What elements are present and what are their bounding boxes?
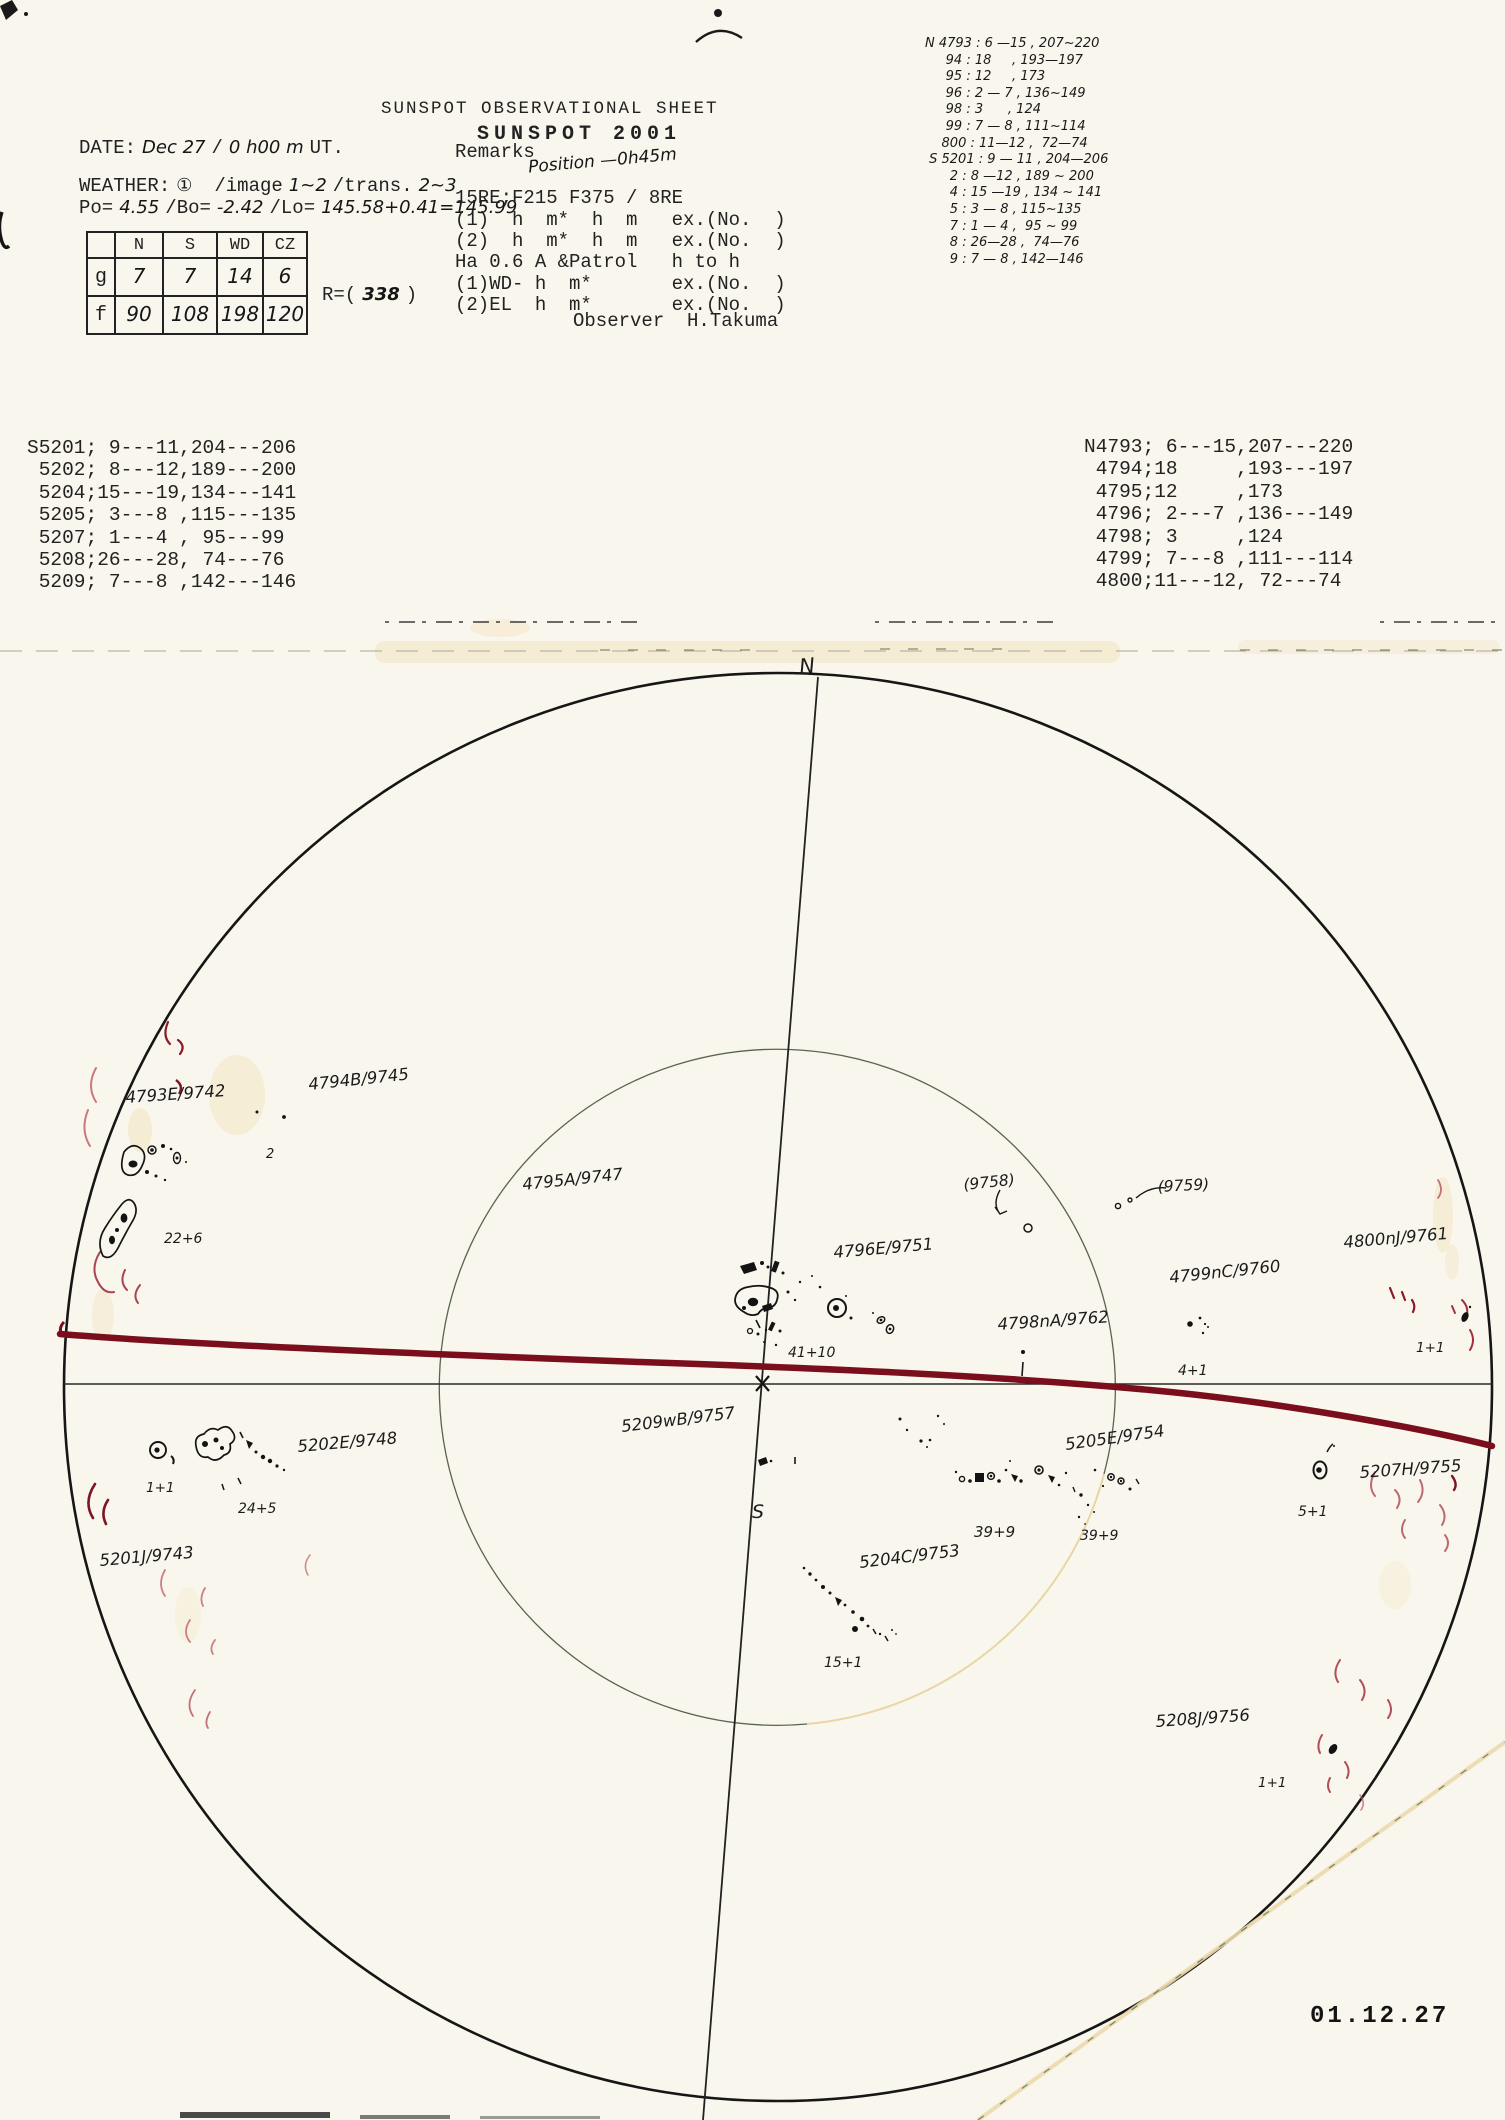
date-day-handwritten: Dec 27 [142, 137, 206, 158]
sunspot-count-table [86, 231, 308, 335]
f-n-value: 90 [126, 302, 152, 326]
note-line: 8 : 26—28 , 74—76 [925, 235, 1080, 251]
lo-label: /Lo= [269, 197, 316, 219]
label-plage-9758: (9758) [962, 1170, 1016, 1194]
sunspot-group-4800 [1460, 1306, 1471, 1323]
r-close: ) [405, 284, 418, 306]
count-group-5205: 39+9 [974, 1523, 1016, 1541]
north-groups-list [1084, 436, 1353, 593]
label-plage-9759: (9759) [1157, 1175, 1210, 1196]
note-line: 800 : 11—12 , 72—74 [925, 135, 1088, 151]
col-n: N [115, 232, 163, 258]
list-item: 5207; 1---4 , 95---99 [27, 526, 285, 549]
note-line: 4 : 15 —19 , 134 ~ 141 [925, 185, 1103, 201]
g-s-value: 7 [183, 264, 197, 288]
remarks-line-instruments: 15RE;F215 F375 / 8RE [455, 187, 684, 209]
count-group-4793: 22+6 [164, 1231, 203, 1247]
note-line: 9 : 7 — 8 , 142—146 [925, 251, 1084, 267]
meridian-line [703, 677, 818, 2120]
list-item: 4798; 3 ,124 [1084, 525, 1283, 548]
r-label: R=( [322, 284, 357, 306]
date-separator: / [211, 137, 223, 159]
weather-image-value: 1~2 [288, 175, 327, 196]
remarks-line-ha: Ha 0.6 A &Patrol h to h [455, 251, 741, 273]
weather-line [79, 175, 463, 197]
observer-line: Observer H.Takuma [573, 310, 779, 332]
f-wd-value: 198 [220, 302, 260, 326]
g-n-value: 7 [132, 264, 146, 288]
list-item: 5204;15---19,134---141 [27, 481, 297, 504]
pointer-mark-4798 [1021, 1350, 1025, 1376]
label-group-5207: 5207H/9755 [1358, 1455, 1462, 1482]
list-item: 5202; 8---12,189---200 [27, 459, 297, 482]
bo-value: -2.42 [216, 197, 264, 218]
label-group-4796: 4796E/9751 [832, 1234, 934, 1262]
note-line: 94 : 18 , 193—197 [925, 52, 1083, 68]
note-line: S 5201 : 9 — 11 , 204—206 [925, 152, 1109, 168]
remarks-line-el: (2)EL h m* ex.(No. ) [455, 294, 786, 316]
date-stamp: 01.12.27 [1310, 2003, 1450, 2030]
sunspot-group-5204 [803, 1567, 897, 1641]
list-item: 4800;11---12, 72---74 [1084, 570, 1342, 593]
date-suffix: UT. [309, 137, 344, 159]
label-group-5205: 5205E/9754 [1063, 1421, 1166, 1454]
sheet-title: SUNSPOT OBSERVATIONAL SHEET [381, 99, 719, 119]
count-group-5205-ghost: 39+9 [1080, 1528, 1119, 1544]
row-f-label: f [87, 296, 115, 334]
po-label: Po= [79, 197, 114, 219]
count-group-4796: 41+10 [788, 1345, 836, 1361]
remarks-line-wd: (1)WD- h m* ex.(No. ) [455, 273, 786, 295]
south-marker-label: S [752, 1501, 765, 1523]
col-cz: CZ [263, 232, 307, 258]
sunspot-group-5209 [758, 1418, 928, 1467]
g-wd-value: 14 [227, 264, 253, 288]
weather-image-label: /image [214, 175, 283, 197]
list-item: 5208;26---28, 74---76 [27, 549, 285, 572]
count-group-4799: 4+1 [1178, 1363, 1208, 1379]
date-label: DATE: [79, 137, 137, 159]
po-value: 4.55 [119, 197, 160, 218]
note-line: 98 : 3 , 124 [925, 102, 1041, 118]
list-item: 4794;18 ,193---197 [1084, 458, 1354, 481]
count-group-4794: 2 [266, 1147, 275, 1162]
table-row-f [87, 296, 307, 334]
remarks-title: Remarks [455, 141, 535, 163]
note-line: N 4793 : 6 —15 , 207~220 [925, 36, 1100, 51]
bo-label: /Bo= [165, 197, 211, 219]
label-group-4800: 4800nJ/9761 [1342, 1223, 1449, 1252]
r-value-handwritten: 338 [362, 284, 400, 305]
weather-grade-circled: ① [176, 175, 193, 196]
sunspot-group-5207 [1314, 1444, 1336, 1479]
label-group-5209: 5209wB/9757 [620, 1403, 736, 1436]
weather-trans-label: /trans. [332, 175, 413, 197]
remarks-line-2: (2) h m* h m ex.(No. ) [455, 230, 786, 252]
note-line: 5 : 3 — 8 , 115~135 [925, 201, 1082, 217]
label-group-5202: 5202E/9748 [296, 1428, 398, 1456]
label-group-4798: 4798nA/9762 [996, 1307, 1110, 1334]
handwritten-notes-block [925, 36, 1108, 268]
note-line: 2 : 8 —12 , 189 ~ 200 [925, 168, 1094, 184]
label-group-5208: 5208J/9756 [1154, 1705, 1251, 1731]
label-group-4793: 4793E/9742 [124, 1081, 227, 1107]
remarks-note-handwritten: Position —0h45m [527, 144, 678, 178]
label-group-4795: 4795A/9747 [521, 1164, 624, 1194]
label-group-5204: 5204C/9753 [858, 1540, 961, 1572]
note-line: 95 : 12 , 173 [925, 69, 1046, 85]
count-group-4800: 1+1 [1416, 1340, 1445, 1356]
list-item: 4799; 7---8 ,111---114 [1084, 548, 1354, 571]
relative-number-line [322, 284, 423, 306]
sunspot-group-5208 [1327, 1742, 1339, 1755]
table-row-g [87, 258, 307, 296]
sheet-subtitle: SUNSPOT 2001 [477, 123, 682, 146]
date-line [79, 137, 350, 159]
label-group-5201: 5201J/9743 [98, 1542, 195, 1570]
sunspot-group-4796-central [735, 1261, 895, 1347]
remarks-line-1: (1) h m* h m ex.(No. ) [455, 209, 786, 231]
note-line: 99 : 7 — 8 , 111~114 [925, 118, 1086, 134]
list-item: N4793; 6---15,207---220 [1084, 436, 1354, 458]
list-item: 4796; 2---7 ,136---149 [1084, 503, 1354, 526]
paper-smudges [92, 619, 1500, 1643]
paper-crease-line [978, 1742, 1505, 2120]
list-item: 5209; 7---8 ,142---146 [27, 571, 297, 594]
inner-reference-circle [439, 1049, 1115, 1725]
disk-labels [99, 653, 1462, 1791]
sunspot-group-4799 [1187, 1317, 1209, 1335]
plage-9758-marker [995, 1190, 1032, 1232]
label-group-4799: 4799nC/9760 [1168, 1256, 1282, 1287]
f-s-value: 108 [170, 302, 210, 326]
row-g-label: g [87, 258, 115, 296]
list-item: S5201; 9---11,204---206 [27, 437, 297, 459]
count-single-left: 1+1 [146, 1480, 175, 1496]
table-corner-cell [87, 232, 115, 258]
list-item: 4795;12 ,173 [1084, 480, 1283, 503]
north-marker-label: N [798, 653, 817, 679]
col-wd: WD [217, 232, 263, 258]
g-cz-value: 6 [278, 264, 292, 288]
col-s: S [163, 232, 217, 258]
note-line: 7 : 1 — 4 , 95 ~ 99 [925, 218, 1078, 234]
lo-value: 145.58+0.41=145.99 [321, 197, 518, 218]
count-group-5207: 5+1 [1298, 1504, 1328, 1520]
date-time-handwritten: 0 h00 m [228, 137, 304, 158]
list-item: 5205; 3---8 ,115---135 [27, 504, 297, 527]
count-group-5208: 1+1 [1258, 1775, 1287, 1791]
solar-limb-circle [64, 673, 1492, 2101]
count-group-5202: 24+5 [238, 1501, 277, 1517]
south-groups-list [27, 437, 296, 594]
table-header-row [87, 232, 307, 258]
label-group-4794: 4794B/9745 [307, 1064, 410, 1094]
count-group-5204: 15+1 [824, 1655, 863, 1671]
f-cz-value: 120 [265, 302, 305, 326]
note-line: 96 : 2 — 7 , 136~149 [925, 85, 1086, 101]
weather-label: WEATHER: [79, 175, 171, 197]
weather-trans-value: 2~3 [418, 175, 457, 196]
